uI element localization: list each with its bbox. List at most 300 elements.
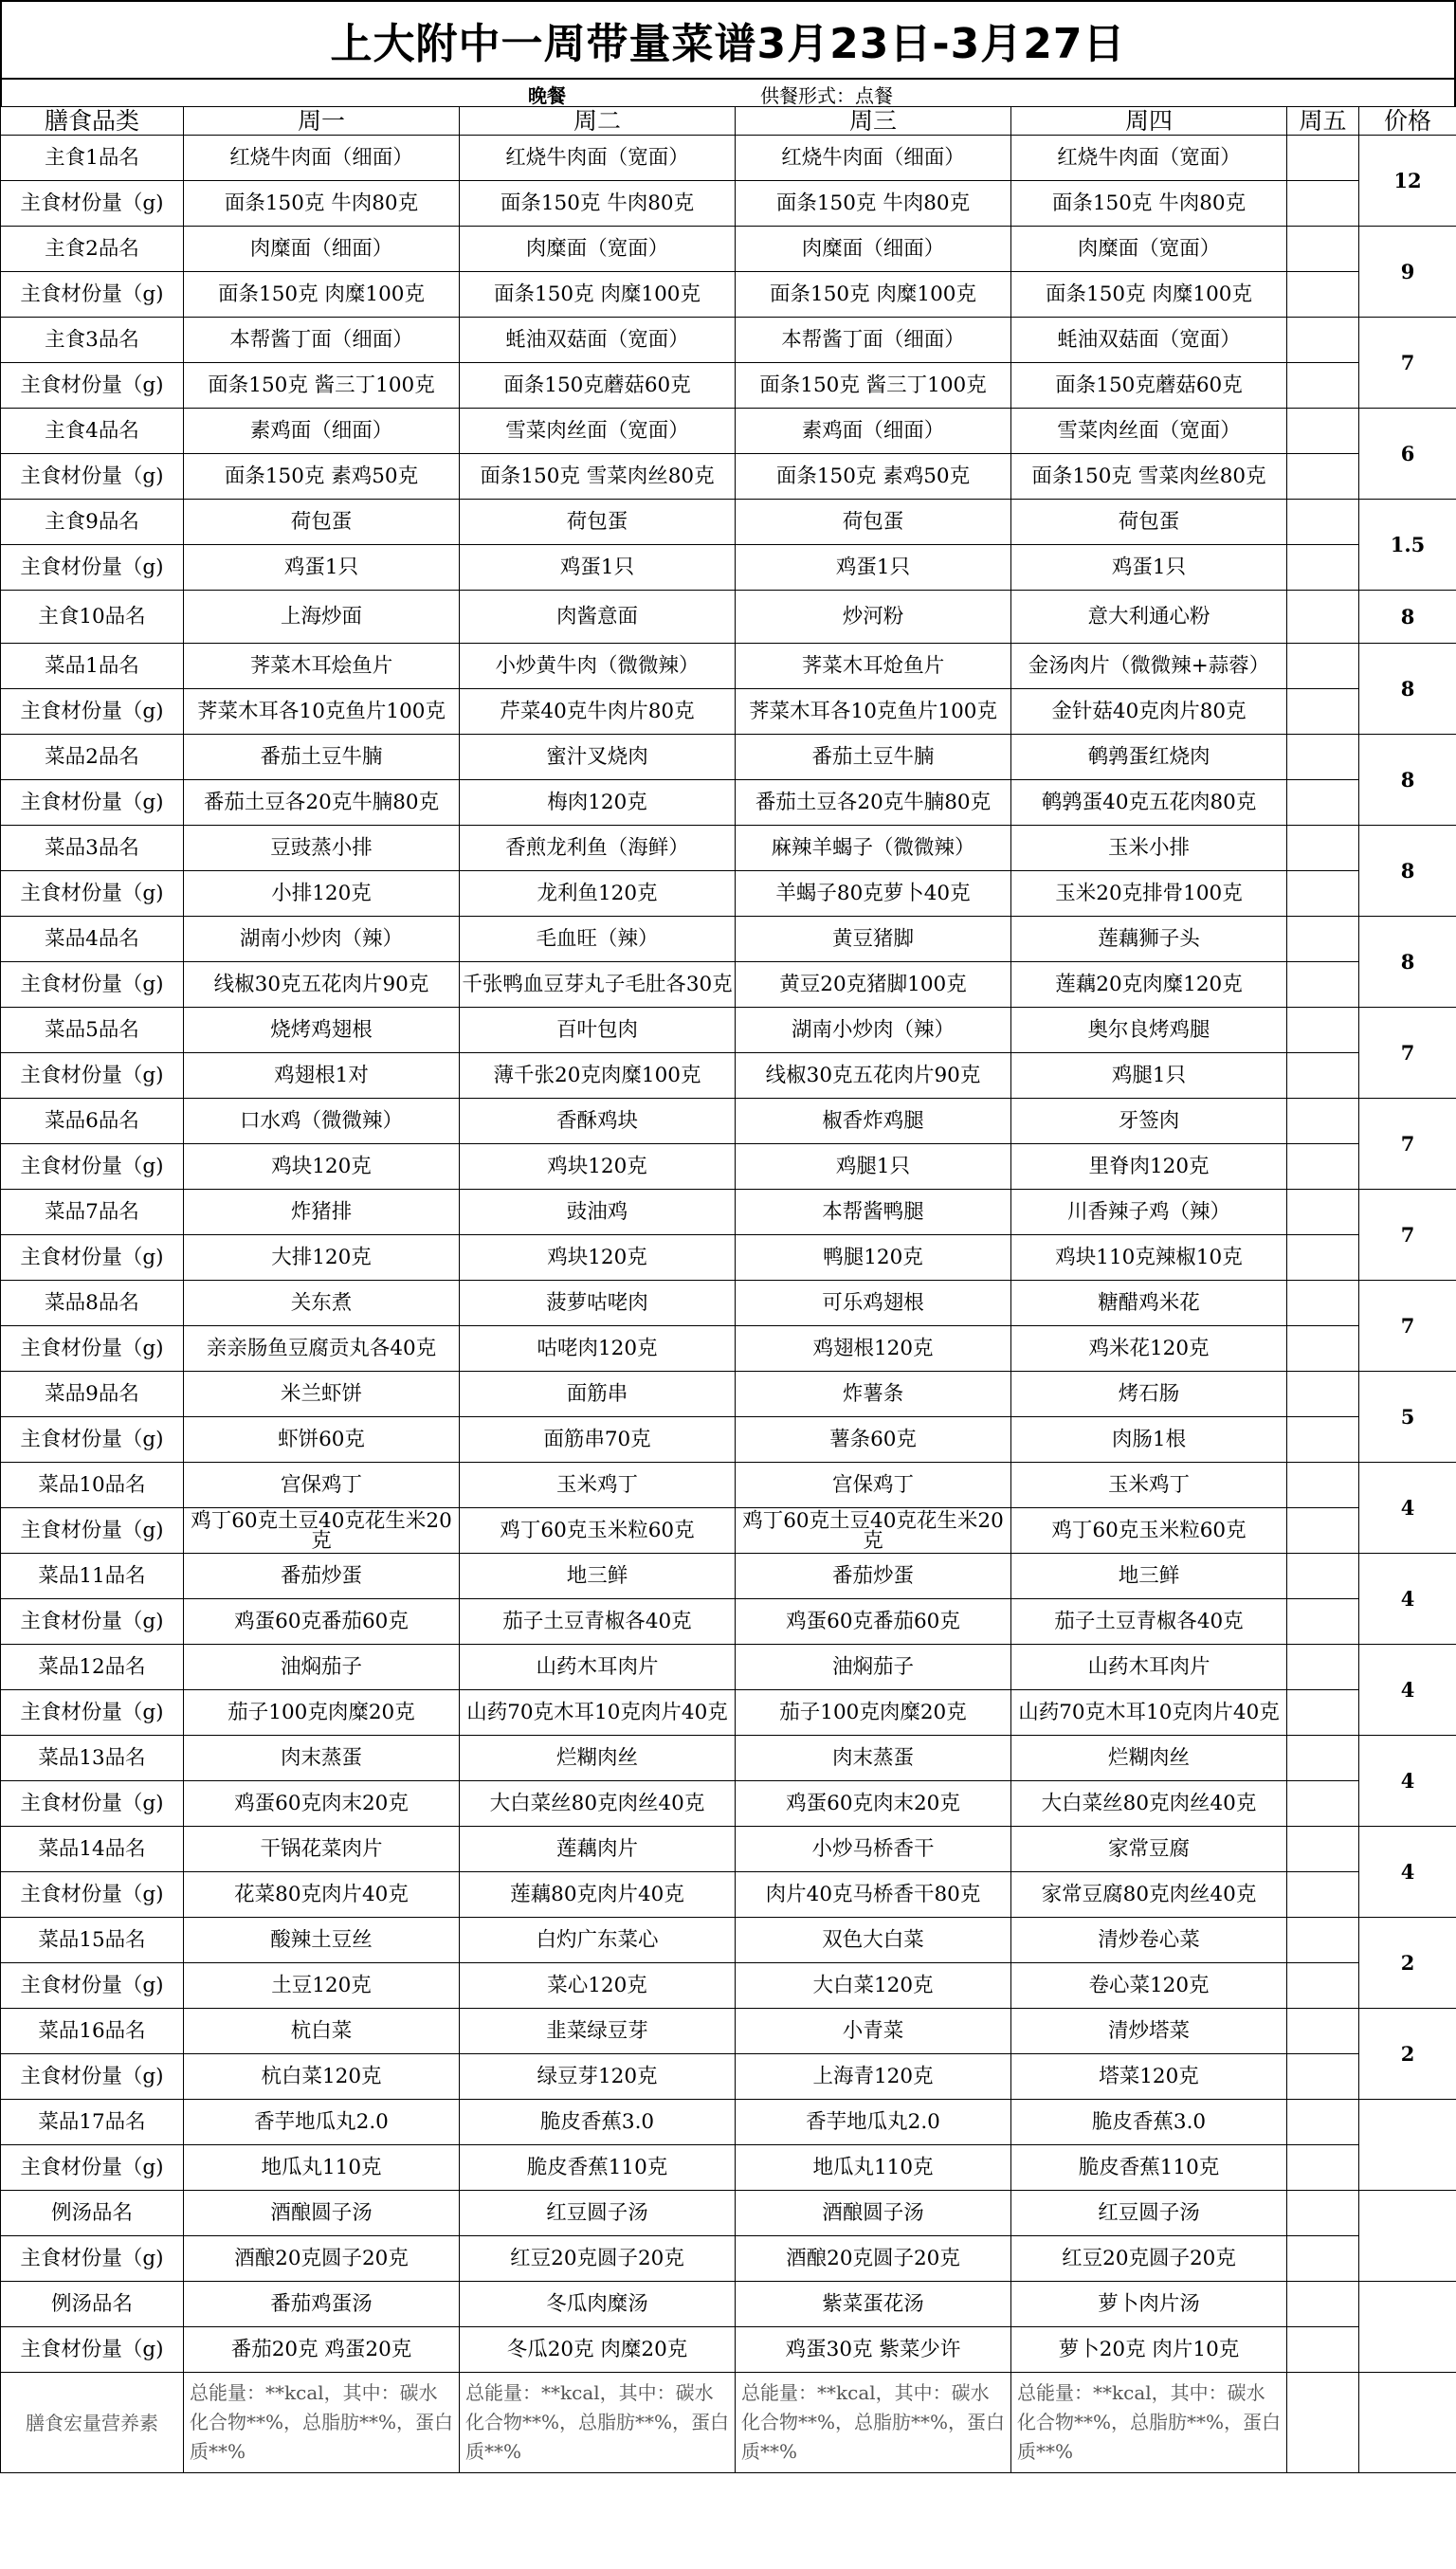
monday-cell: 花菜80克肉片40克 (184, 1872, 460, 1918)
wednesday-cell: 双色大白菜 (736, 1918, 1011, 1963)
row-label: 菜品4品名 (1, 917, 184, 962)
wednesday-cell: 炸薯条 (736, 1372, 1011, 1417)
tuesday-cell: 肉酱意面 (460, 591, 736, 644)
wednesday-cell: 鸡翅根120克 (736, 1326, 1011, 1372)
wednesday-cell: 鸡蛋1只 (736, 545, 1011, 591)
friday-cell (1287, 644, 1359, 689)
row-label: 主食材份量（g) (1, 454, 184, 500)
wednesday-cell: 酒酿圆子汤 (736, 2191, 1011, 2236)
friday-cell (1287, 1463, 1359, 1508)
row-label: 主食3品名 (1, 318, 184, 363)
tuesday-cell: 肉糜面（宽面） (460, 227, 736, 272)
monday-cell: 杭白菜 (184, 2009, 460, 2054)
wednesday-cell: 可乐鸡翅根 (736, 1281, 1011, 1326)
header-friday: 周五 (1287, 107, 1359, 136)
thursday-cell: 面条150克 牛肉80克 (1011, 181, 1287, 227)
price-cell: 7 (1359, 1281, 1456, 1372)
row-label: 菜品16品名 (1, 2009, 184, 2054)
thursday-cell: 卷心菜120克 (1011, 1963, 1287, 2009)
table-row (1, 1190, 1456, 1235)
table-row (1, 136, 1456, 181)
thursday-cell: 意大利通心粉 (1011, 591, 1287, 644)
friday-cell (1287, 826, 1359, 871)
nutrition-price-cell (1359, 2373, 1456, 2473)
thursday-cell: 奥尔良烤鸡腿 (1011, 1008, 1287, 1053)
thursday-cell: 面条150克蘑菇60克 (1011, 363, 1287, 409)
thursday-cell: 鹌鹑蛋40克五花肉80克 (1011, 780, 1287, 826)
wednesday-cell: 肉片40克马桥香干80克 (736, 1872, 1011, 1918)
row-label: 菜品1品名 (1, 644, 184, 689)
wednesday-cell: 小炒马桥香干 (736, 1827, 1011, 1872)
table-row (1, 1827, 1456, 1872)
tuesday-cell: 红豆20克圆子20克 (460, 2236, 736, 2282)
nutrition-label: 膳食宏量营养素 (1, 2373, 184, 2473)
wednesday-cell: 炒河粉 (736, 591, 1011, 644)
tuesday-nutrition-cell: 总能量：**kcal，其中：碳水化合物**%，总脂肪**%，蛋白质**% (460, 2373, 736, 2473)
tuesday-cell: 薄千张20克肉糜100克 (460, 1053, 736, 1099)
tuesday-cell: 大白菜丝80克肉丝40克 (460, 1781, 736, 1827)
thursday-cell: 面条150克 肉糜100克 (1011, 272, 1287, 318)
tuesday-cell: 白灼广东菜心 (460, 1918, 736, 1963)
tuesday-cell: 毛血旺（辣） (460, 917, 736, 962)
monday-cell: 本帮酱丁面（细面） (184, 318, 460, 363)
friday-cell (1287, 1781, 1359, 1827)
wednesday-cell: 黄豆猪脚 (736, 917, 1011, 962)
row-label: 主食材份量（g) (1, 1508, 184, 1554)
friday-cell (1287, 2009, 1359, 2054)
row-label: 主食材份量（g) (1, 1963, 184, 2009)
wednesday-cell: 鸡蛋60克番茄60克 (736, 1599, 1011, 1645)
row-label: 菜品10品名 (1, 1463, 184, 1508)
meal-label: 晚餐 (528, 84, 566, 107)
monday-cell: 烧烤鸡翅根 (184, 1008, 460, 1053)
table-row (1, 1008, 1456, 1053)
table-row (1, 826, 1456, 871)
friday-nutrition-cell (1287, 2373, 1359, 2473)
wednesday-cell: 薯条60克 (736, 1417, 1011, 1463)
wednesday-cell: 湖南小炒肉（辣） (736, 1008, 1011, 1053)
tuesday-cell: 菜心120克 (460, 1963, 736, 2009)
tuesday-cell: 梅肉120克 (460, 780, 736, 826)
wednesday-cell: 面条150克 素鸡50克 (736, 454, 1011, 500)
wednesday-cell: 番茄土豆各20克牛腩80克 (736, 780, 1011, 826)
friday-cell (1287, 2100, 1359, 2145)
monday-cell: 肉末蒸蛋 (184, 1736, 460, 1781)
table-row (1, 735, 1456, 780)
table-row (1, 1554, 1456, 1599)
friday-cell (1287, 1690, 1359, 1736)
friday-cell (1287, 735, 1359, 780)
table-row (1, 1736, 1456, 1781)
friday-cell (1287, 363, 1359, 409)
monday-cell: 油焖茄子 (184, 1645, 460, 1690)
price-cell: 4 (1359, 1736, 1456, 1827)
monday-cell: 鸡蛋60克番茄60克 (184, 1599, 460, 1645)
friday-cell (1287, 272, 1359, 318)
monday-cell: 面条150克 酱三丁100克 (184, 363, 460, 409)
wednesday-cell: 肉末蒸蛋 (736, 1736, 1011, 1781)
wednesday-cell: 鸡蛋30克 紫菜少许 (736, 2327, 1011, 2373)
monday-cell: 酒酿20克圆子20克 (184, 2236, 460, 2282)
monday-cell: 豆豉蒸小排 (184, 826, 460, 871)
friday-cell (1287, 1053, 1359, 1099)
friday-cell (1287, 1008, 1359, 1053)
thursday-cell: 鸡块110克辣椒10克 (1011, 1235, 1287, 1281)
wednesday-cell: 紫菜蛋花汤 (736, 2282, 1011, 2327)
tuesday-cell: 脆皮香蕉110克 (460, 2145, 736, 2191)
monday-cell: 茄子100克肉糜20克 (184, 1690, 460, 1736)
monday-cell: 肉糜面（细面） (184, 227, 460, 272)
monday-cell: 地瓜丸110克 (184, 2145, 460, 2191)
thursday-cell: 家常豆腐 (1011, 1827, 1287, 1872)
friday-cell (1287, 591, 1359, 644)
wednesday-cell: 鸡腿1只 (736, 1144, 1011, 1190)
tuesday-cell: 韭菜绿豆芽 (460, 2009, 736, 2054)
row-label: 主食10品名 (1, 591, 184, 644)
tuesday-cell: 芹菜40克牛肉片80克 (460, 689, 736, 735)
table-row (1, 1963, 1456, 2009)
friday-cell (1287, 1827, 1359, 1872)
monday-cell: 面条150克 素鸡50克 (184, 454, 460, 500)
friday-cell (1287, 1963, 1359, 2009)
friday-cell (1287, 871, 1359, 917)
friday-cell (1287, 2054, 1359, 2100)
thursday-cell: 烂糊肉丝 (1011, 1736, 1287, 1781)
tuesday-cell: 香煎龙利鱼（海鲜） (460, 826, 736, 871)
row-label: 菜品5品名 (1, 1008, 184, 1053)
wednesday-cell: 本帮酱鸭腿 (736, 1190, 1011, 1235)
tuesday-cell: 脆皮香蕉3.0 (460, 2100, 736, 2145)
wednesday-cell: 酒酿20克圆子20克 (736, 2236, 1011, 2282)
table-row (1, 1463, 1456, 1508)
friday-cell (1287, 1736, 1359, 1781)
thursday-cell: 清炒塔菜 (1011, 2009, 1287, 2054)
monday-cell: 素鸡面（细面） (184, 409, 460, 454)
friday-cell (1287, 1508, 1359, 1554)
wednesday-cell: 番茄炒蛋 (736, 1554, 1011, 1599)
table-row (1, 272, 1456, 318)
row-label: 菜品6品名 (1, 1099, 184, 1144)
row-label: 主食材份量（g) (1, 272, 184, 318)
price-cell: 7 (1359, 318, 1456, 409)
tuesday-cell: 面条150克 肉糜100克 (460, 272, 736, 318)
wednesday-cell: 香芋地瓜丸2.0 (736, 2100, 1011, 2145)
price-cell: 8 (1359, 826, 1456, 917)
wednesday-cell: 麻辣羊蝎子（微微辣） (736, 826, 1011, 871)
row-label: 主食材份量（g) (1, 1235, 184, 1281)
row-label: 菜品13品名 (1, 1736, 184, 1781)
thursday-cell: 蚝油双菇面（宽面） (1011, 318, 1287, 363)
monday-cell: 番茄炒蛋 (184, 1554, 460, 1599)
monday-cell: 炸猪排 (184, 1190, 460, 1235)
tuesday-cell: 面条150克蘑菇60克 (460, 363, 736, 409)
thursday-cell: 鹌鹑蛋红烧肉 (1011, 735, 1287, 780)
price-cell: 9 (1359, 227, 1456, 318)
wednesday-cell: 荠菜木耳炝鱼片 (736, 644, 1011, 689)
monday-nutrition-cell: 总能量：**kcal，其中：碳水化合物**%，总脂肪**%，蛋白质**% (184, 2373, 460, 2473)
tuesday-cell: 地三鲜 (460, 1554, 736, 1599)
tuesday-cell: 茄子土豆青椒各40克 (460, 1599, 736, 1645)
table-row (1, 2145, 1456, 2191)
wednesday-cell: 鸡丁60克土豆40克花生米20克 (736, 1508, 1011, 1554)
thursday-cell: 川香辣子鸡（辣） (1011, 1190, 1287, 1235)
tuesday-cell: 鸡丁60克玉米粒60克 (460, 1508, 736, 1554)
row-label: 菜品7品名 (1, 1190, 184, 1235)
monday-cell: 杭白菜120克 (184, 2054, 460, 2100)
table-row (1, 1645, 1456, 1690)
tuesday-cell: 雪菜肉丝面（宽面） (460, 409, 736, 454)
table-row (1, 318, 1456, 363)
wednesday-cell: 黄豆20克猪脚100克 (736, 962, 1011, 1008)
price-cell: 8 (1359, 591, 1456, 644)
thursday-cell: 萝卜肉片汤 (1011, 2282, 1287, 2327)
wednesday-cell: 荷包蛋 (736, 500, 1011, 545)
monday-cell: 关东煮 (184, 1281, 460, 1326)
price-cell: 7 (1359, 1008, 1456, 1099)
friday-cell (1287, 1190, 1359, 1235)
thursday-cell: 糖醋鸡米花 (1011, 1281, 1287, 1326)
monday-cell: 酸辣土豆丝 (184, 1918, 460, 1963)
friday-cell (1287, 1645, 1359, 1690)
row-label: 菜品3品名 (1, 826, 184, 871)
row-label: 主食9品名 (1, 500, 184, 545)
tuesday-cell: 千张鸭血豆芽丸子毛肚各30克 (460, 962, 736, 1008)
row-label: 主食材份量（g) (1, 1144, 184, 1190)
table-row (1, 1781, 1456, 1827)
friday-cell (1287, 2191, 1359, 2236)
tuesday-cell: 红豆圆子汤 (460, 2191, 736, 2236)
row-label: 主食材份量（g) (1, 1781, 184, 1827)
row-label: 主食材份量（g) (1, 363, 184, 409)
monday-cell: 番茄鸡蛋汤 (184, 2282, 460, 2327)
row-label: 菜品8品名 (1, 1281, 184, 1326)
tuesday-cell: 烂糊肉丝 (460, 1736, 736, 1781)
monday-cell: 土豆120克 (184, 1963, 460, 2009)
friday-cell (1287, 689, 1359, 735)
tuesday-cell: 玉米鸡丁 (460, 1463, 736, 1508)
monday-cell: 番茄20克 鸡蛋20克 (184, 2327, 460, 2373)
tuesday-cell: 面条150克 牛肉80克 (460, 181, 736, 227)
row-label: 主食材份量（g) (1, 1599, 184, 1645)
table-row (1, 1417, 1456, 1463)
wednesday-cell: 羊蝎子80克萝卜40克 (736, 871, 1011, 917)
friday-cell (1287, 1872, 1359, 1918)
friday-cell (1287, 1144, 1359, 1190)
wednesday-cell: 面条150克 肉糜100克 (736, 272, 1011, 318)
table-row (1, 1326, 1456, 1372)
row-label: 主食4品名 (1, 409, 184, 454)
tuesday-cell: 咕咾肉120克 (460, 1326, 736, 1372)
thursday-cell: 玉米20克排骨100克 (1011, 871, 1287, 917)
friday-cell (1287, 181, 1359, 227)
tuesday-cell: 鸡块120克 (460, 1144, 736, 1190)
wednesday-cell: 宫保鸡丁 (736, 1463, 1011, 1508)
friday-cell (1287, 1099, 1359, 1144)
monday-cell: 番茄土豆各20克牛腩80克 (184, 780, 460, 826)
friday-cell (1287, 2145, 1359, 2191)
monday-cell: 荷包蛋 (184, 500, 460, 545)
row-label: 主食材份量（g) (1, 780, 184, 826)
thursday-cell: 山药木耳肉片 (1011, 1645, 1287, 1690)
tuesday-cell: 面筋串 (460, 1372, 736, 1417)
price-cell: 7 (1359, 1190, 1456, 1281)
row-label: 菜品12品名 (1, 1645, 184, 1690)
thursday-cell: 山药70克木耳10克肉片40克 (1011, 1690, 1287, 1736)
monday-cell: 线椒30克五花肉片90克 (184, 962, 460, 1008)
header-monday: 周一 (184, 107, 460, 136)
table-row (1, 962, 1456, 1008)
thursday-cell: 红豆圆子汤 (1011, 2191, 1287, 2236)
tuesday-cell: 绿豆芽120克 (460, 2054, 736, 2100)
monday-cell: 红烧牛肉面（细面） (184, 136, 460, 181)
row-label: 菜品2品名 (1, 735, 184, 780)
friday-cell (1287, 1417, 1359, 1463)
monday-cell: 干锅花菜肉片 (184, 1827, 460, 1872)
thursday-cell: 鸡丁60克玉米粒60克 (1011, 1508, 1287, 1554)
wednesday-cell: 鸡蛋60克肉末20克 (736, 1781, 1011, 1827)
thursday-cell: 红烧牛肉面（宽面） (1011, 136, 1287, 181)
nutrition-row (1, 2373, 1456, 2473)
thursday-cell: 牙签肉 (1011, 1099, 1287, 1144)
tuesday-cell: 蚝油双菇面（宽面） (460, 318, 736, 363)
monday-cell: 鸡蛋60克肉末20克 (184, 1781, 460, 1827)
wednesday-cell: 椒香炸鸡腿 (736, 1099, 1011, 1144)
thursday-cell: 红豆20克圆子20克 (1011, 2236, 1287, 2282)
price-cell: 8 (1359, 735, 1456, 826)
monday-cell: 口水鸡（微微辣） (184, 1099, 460, 1144)
thursday-cell: 鸡蛋1只 (1011, 545, 1287, 591)
thursday-nutrition-cell: 总能量：**kcal，其中：碳水化合物**%，总脂肪**%，蛋白质**% (1011, 2373, 1287, 2473)
table-row (1, 1690, 1456, 1736)
row-label: 主食2品名 (1, 227, 184, 272)
price-cell: 2 (1359, 2009, 1456, 2100)
price-cell: 4 (1359, 1827, 1456, 1918)
thursday-cell: 家常豆腐80克肉丝40克 (1011, 1872, 1287, 1918)
table-row (1, 2282, 1456, 2327)
table-row (1, 1281, 1456, 1326)
row-label: 主食材份量（g) (1, 871, 184, 917)
header-wednesday: 周三 (736, 107, 1011, 136)
friday-cell (1287, 545, 1359, 591)
wednesday-cell: 红烧牛肉面（细面） (736, 136, 1011, 181)
row-label: 菜品9品名 (1, 1372, 184, 1417)
wednesday-cell: 上海青120克 (736, 2054, 1011, 2100)
price-cell (1359, 2282, 1456, 2373)
page-title: 上大附中一周带量菜谱3月23日-3月27日 (0, 0, 1456, 80)
thursday-cell: 雪菜肉丝面（宽面） (1011, 409, 1287, 454)
wednesday-cell: 线椒30克五花肉片90克 (736, 1053, 1011, 1099)
tuesday-cell: 小炒黄牛肉（微微辣） (460, 644, 736, 689)
friday-cell (1287, 227, 1359, 272)
thursday-cell: 莲藕20克肉糜120克 (1011, 962, 1287, 1008)
monday-cell: 米兰虾饼 (184, 1372, 460, 1417)
monday-cell: 酒酿圆子汤 (184, 2191, 460, 2236)
row-label: 主食材份量（g) (1, 1326, 184, 1372)
table-row (1, 2054, 1456, 2100)
thursday-cell: 烤石肠 (1011, 1372, 1287, 1417)
table-row (1, 1599, 1456, 1645)
price-cell: 12 (1359, 136, 1456, 227)
table-row (1, 1872, 1456, 1918)
thursday-cell: 茄子土豆青椒各40克 (1011, 1599, 1287, 1645)
tuesday-cell: 面条150克 雪菜肉丝80克 (460, 454, 736, 500)
tuesday-cell: 面筋串70克 (460, 1417, 736, 1463)
thursday-cell: 地三鲜 (1011, 1554, 1287, 1599)
friday-cell (1287, 1918, 1359, 1963)
thursday-cell: 塔菜120克 (1011, 2054, 1287, 2100)
table-row (1, 917, 1456, 962)
friday-cell (1287, 136, 1359, 181)
wednesday-cell: 面条150克 酱三丁100克 (736, 363, 1011, 409)
table-row (1, 2100, 1456, 2145)
monday-cell: 亲亲肠鱼豆腐贡丸各40克 (184, 1326, 460, 1372)
row-label: 菜品11品名 (1, 1554, 184, 1599)
wednesday-nutrition-cell: 总能量：**kcal，其中：碳水化合物**%，总脂肪**%，蛋白质**% (736, 2373, 1011, 2473)
monday-cell: 鸡蛋1只 (184, 545, 460, 591)
thursday-cell: 玉米鸡丁 (1011, 1463, 1287, 1508)
friday-cell (1287, 917, 1359, 962)
monday-cell: 荠菜木耳各10克鱼片100克 (184, 689, 460, 735)
table-row (1, 1235, 1456, 1281)
header-row (1, 107, 1456, 136)
row-label: 主食材份量（g) (1, 1053, 184, 1099)
price-cell: 8 (1359, 917, 1456, 1008)
wednesday-cell: 肉糜面（细面） (736, 227, 1011, 272)
table-row (1, 1508, 1456, 1554)
friday-cell (1287, 2236, 1359, 2282)
tuesday-cell: 鸡蛋1只 (460, 545, 736, 591)
header-thursday: 周四 (1011, 107, 1287, 136)
row-label: 主食材份量（g) (1, 2145, 184, 2191)
tuesday-cell: 冬瓜20克 肉糜20克 (460, 2327, 736, 2373)
friday-cell (1287, 1554, 1359, 1599)
table-row (1, 454, 1456, 500)
wednesday-cell: 本帮酱丁面（细面） (736, 318, 1011, 363)
wednesday-cell: 素鸡面（细面） (736, 409, 1011, 454)
wednesday-cell: 小青菜 (736, 2009, 1011, 2054)
row-label: 主食材份量（g) (1, 689, 184, 735)
table-row (1, 2327, 1456, 2373)
thursday-cell: 肉肠1根 (1011, 1417, 1287, 1463)
thursday-cell: 大白菜丝80克肉丝40克 (1011, 1781, 1287, 1827)
friday-cell (1287, 500, 1359, 545)
friday-cell (1287, 962, 1359, 1008)
row-label: 主食材份量（g) (1, 962, 184, 1008)
table-row (1, 1053, 1456, 1099)
row-label: 主食1品名 (1, 136, 184, 181)
header-tuesday: 周二 (460, 107, 736, 136)
row-label: 主食材份量（g) (1, 1690, 184, 1736)
monday-cell: 湖南小炒肉（辣） (184, 917, 460, 962)
monday-cell: 鸡块120克 (184, 1144, 460, 1190)
row-label: 例汤品名 (1, 2282, 184, 2327)
friday-cell (1287, 1281, 1359, 1326)
thursday-cell: 金针菇40克肉片80克 (1011, 689, 1287, 735)
table-row (1, 227, 1456, 272)
friday-cell (1287, 1372, 1359, 1417)
tuesday-cell: 红烧牛肉面（宽面） (460, 136, 736, 181)
thursday-cell: 脆皮香蕉110克 (1011, 2145, 1287, 2191)
friday-cell (1287, 1235, 1359, 1281)
monday-cell: 虾饼60克 (184, 1417, 460, 1463)
row-label: 菜品17品名 (1, 2100, 184, 2145)
table-row (1, 644, 1456, 689)
friday-cell (1287, 1599, 1359, 1645)
monday-cell: 荠菜木耳烩鱼片 (184, 644, 460, 689)
menu-table (0, 106, 1456, 2473)
monday-cell: 鸡丁60克土豆40克花生米20克 (184, 1508, 460, 1554)
table-row (1, 1099, 1456, 1144)
